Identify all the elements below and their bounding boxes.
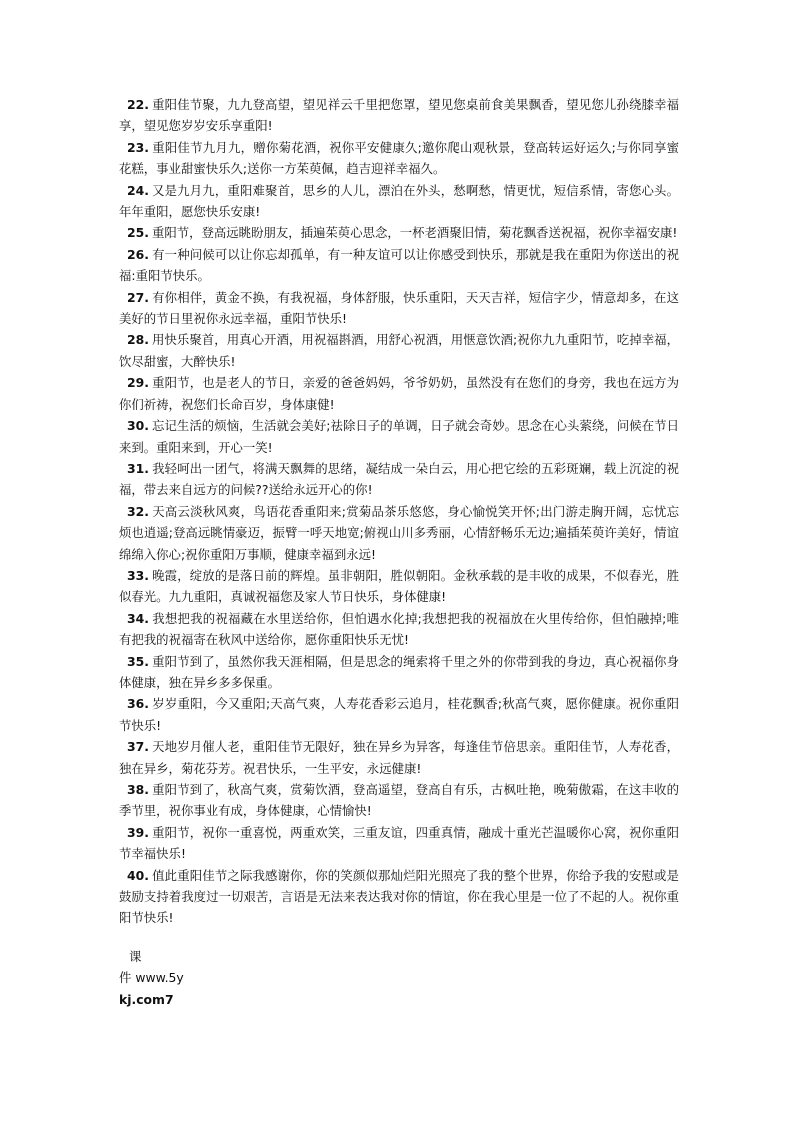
footer-watermark: [119, 946, 184, 1010]
list-item: [119, 865, 679, 929]
list-item: [119, 651, 679, 694]
footer-line-2: 件 www.5y: [119, 970, 184, 986]
list-item: [119, 222, 679, 243]
list-item: [119, 244, 679, 287]
list-item: [119, 736, 679, 779]
item-text: 有你相伴，黄金不换，有我祝福，身体舒服，快乐重阳，天天吉祥，短信字少，情意却多，在这美好的节日里祝你永远幸福，重阳节快乐!: [119, 289, 679, 327]
item-text: 有一种问候可以让你忘却孤单，有一种友谊可以让你感受到快乐，那就是我在重阳为你送出的祝福:重阳节快乐。: [119, 246, 679, 284]
footer-line-1: 课: [129, 949, 142, 964]
item-text: 重阳节，祝你一重喜悦，两重欢笑，三重友谊，四重真情，融成十重光芒温暖你心窝，祝你重阳节幸福快乐!: [119, 824, 679, 862]
list-item: [119, 372, 679, 415]
item-number: 32.: [127, 503, 149, 519]
item-text: 我轻呵出一团气，将满天飘舞的思绪，凝结成一朵白云，用心把它绘的五彩斑斓，载上沉淀的祝福，带去来自远方的问候??送给永远开心的你!: [119, 460, 679, 498]
item-number: 30.: [127, 418, 149, 434]
list-item: [119, 94, 679, 137]
item-number: 27.: [127, 289, 149, 305]
item-text: 重阳佳节九月九，赠你菊花酒，祝你平安健康久;邀你爬山观秋景，登高转运好运久;与你同享蜜花糕，事业甜蜜快乐久;送你一方茱萸佩，趋吉迎祥幸福久。: [119, 139, 679, 177]
item-number: 40.: [127, 867, 149, 883]
item-text: 又是九月九，重阳难聚首，思乡的人儿，漂泊在外头，愁啊愁，情更忧，短信系情，寄您心头。年年重阳，愿您快乐安康!: [119, 182, 679, 220]
list-item: [119, 415, 679, 458]
item-text: 我想把我的祝福藏在水里送给你，但怕遇水化掉;我想把我的祝福放在火里传给你，但怕融掉;唯有把我的祝福寄在秋风中送给你，愿你重阳快乐无忧!: [119, 610, 679, 648]
item-number: 36.: [127, 696, 149, 712]
item-text: 晚霞，绽放的是落日前的辉煌。虽非朝阳，胜似朝阳。金秋承载的是丰收的成果，不似春光，胜似春光。九九重阳，真诚祝福您及家人节日快乐，身体健康!: [119, 567, 679, 605]
item-number: 33.: [127, 567, 149, 583]
item-number: 26.: [127, 246, 149, 262]
item-number: 22.: [127, 97, 149, 112]
list-item: [119, 779, 679, 822]
item-text: 重阳节，登高远眺盼朋友，插遍茱萸心思念，一杯老酒聚旧情，菊花飘香送祝福，祝你幸福安康!: [151, 225, 678, 241]
item-text: 值此重阳佳节之际我感谢你，你的笑颜似那灿烂阳光照亮了我的整个世界，你给予我的安慰或是鼓励支持着我度过一切艰苦，言语是无法来表达我对你的情谊，你在我心里是一位了不起的人。祝你重阳节快乐!: [119, 867, 679, 926]
item-text: 重阳佳节聚，九九登高望，望见祥云千里把您罩，望见您桌前食美果飘香，望见您儿孙绕膝幸福享，望见您岁岁安乐享重阳!: [119, 97, 679, 134]
list-item: [119, 137, 679, 180]
entries-list: [119, 94, 679, 929]
list-item: [119, 180, 679, 223]
item-number: 24.: [127, 182, 149, 198]
list-item: [119, 458, 679, 501]
item-number: 37.: [127, 739, 149, 755]
item-number: 39.: [127, 824, 149, 840]
item-number: 28.: [127, 332, 149, 348]
item-text: 天地岁月催人老，重阳佳节无限好，独在异乡为异客，每逢佳节倍思亲。重阳佳节，人寿花香，独在异乡，菊花芬芳。祝君快乐，一生平安，永远健康!: [119, 739, 679, 776]
item-text: 用快乐聚首，用真心开酒，用祝福斟酒，用舒心祝酒，用惬意饮酒;祝你九九重阳节，吃掉幸福，饮尽甜蜜，大醉快乐!: [119, 332, 679, 369]
item-number: 23.: [127, 139, 149, 155]
list-item: [119, 608, 679, 651]
item-number: 25.: [127, 225, 149, 241]
item-text: 天高云淡秋风爽，鸟语花香重阳来;赏菊品茶乐悠悠，身心愉悦笑开怀;出门游走胸开阔，忘忧忘烦也逍遥;登高远眺情豪迈，振臂一呼天地宽;俯视山川多秀丽，心情舒畅乐无边;遍插茱萸许美好，情谊绵绵入你心;祝你重阳万事顺，健康幸福到永远!: [119, 503, 679, 562]
item-text: 重阳节到了，秋高气爽，赏菊饮酒，登高遥望，登高自有乐，古枫吐艳，晚菊傲霜，在这丰收的季节里，祝你事业有成，身体健康，心情愉快!: [119, 782, 679, 819]
item-text: 重阳节到了，虽然你我天涯相隔，但是思念的绳索将千里之外的你带到我的身边，真心祝福你身体健康，独在异乡多多保重。: [119, 653, 679, 690]
list-item: [119, 329, 679, 372]
item-number: 38.: [127, 782, 149, 797]
list-item: [119, 501, 679, 565]
item-number: 31.: [127, 460, 149, 476]
item-number: 35.: [127, 653, 149, 669]
item-number: 29.: [127, 375, 149, 391]
item-number: 34.: [127, 610, 149, 626]
list-item: [119, 565, 679, 608]
list-item: [119, 822, 679, 865]
item-text: 岁岁重阳，今又重阳;天高气爽，人寿花香彩云追月，桂花飘香;秋高气爽，愿你健康。祝你重阳节快乐!: [119, 696, 679, 733]
list-item: [119, 287, 679, 330]
item-text: 忘记生活的烦恼，生活就会美好;祛除日子的单调，日子就会奇妙。思念在心头萦绕，问候在节日来到。重阳来到，开心一笑!: [119, 418, 679, 455]
item-text: 重阳节，也是老人的节日，亲爱的爸爸妈妈，爷爷奶奶，虽然没有在您们的身旁，我也在远方为你们祈祷，祝您们长命百岁，身体康健!: [119, 375, 679, 412]
footer-line-3: kj.com7: [119, 991, 174, 1007]
list-item: [119, 693, 679, 736]
